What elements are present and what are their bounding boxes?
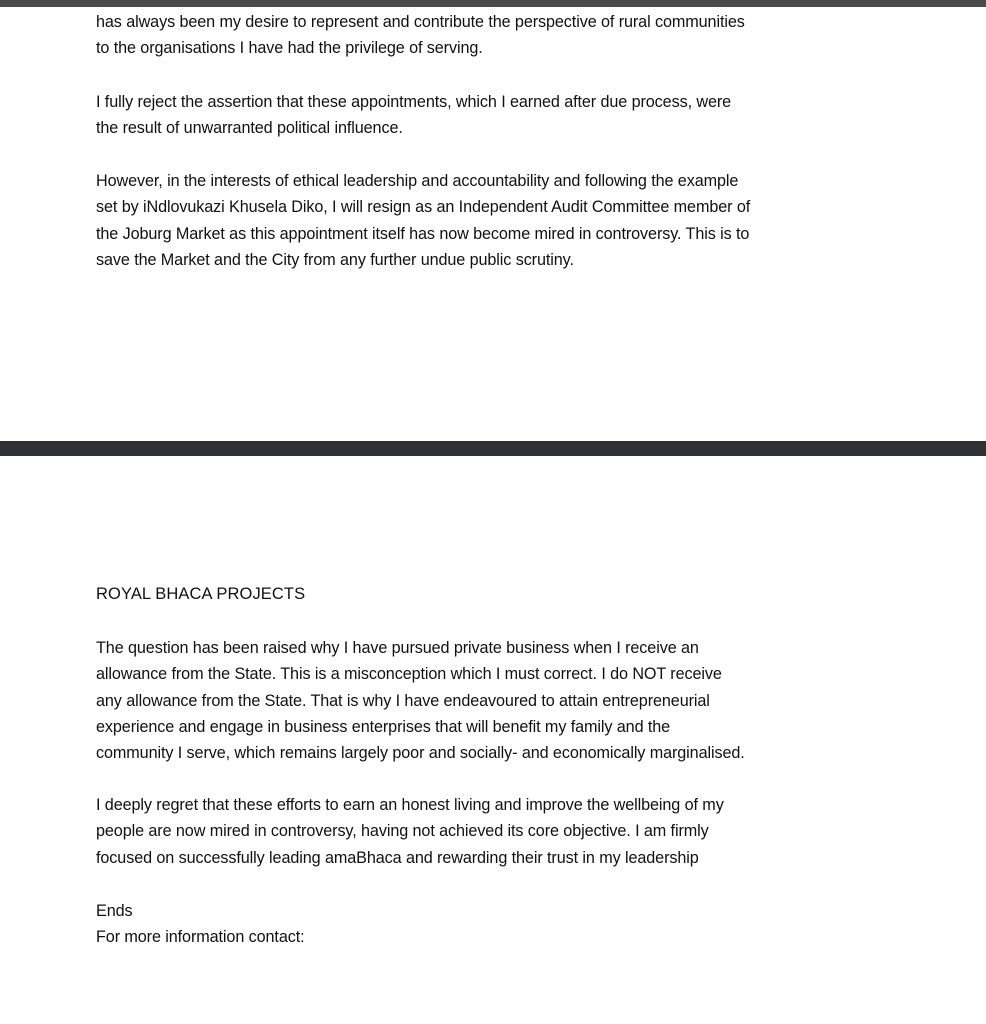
paragraph-regret: I deeply regret that these efforts to earn an honest living and improve the wellbeing of my people are now mired in controversy, having not achieved its core objective. I am firmly focused on successfully leading amaBhaca and rewarding their trust in my leadership xyxy=(96,796,724,867)
ends-label: Ends xyxy=(96,902,133,920)
section-heading: ROYAL BHACA PROJECTS xyxy=(96,585,306,603)
document-page-1 xyxy=(0,7,986,441)
paragraph-rural-communities: has always been my desire to represent and contribute the perspective of rural communities to the organisations I have had the privilege of serving. xyxy=(96,13,745,58)
viewer-top-edge xyxy=(0,0,986,7)
paragraph-private-business: The question has been raised why I have pursued private business when I receive an allowance from the State. This is a misconception which I must correct. I do NOT receive any allowance from the State. That is why I have endeavoured to attain entrepreneurial experience and engage in business enterprises that will benefit my family and the community I serve, which remains largely poor and socially- and economically marginalised. xyxy=(96,639,745,763)
paragraph-reject-assertion: I fully reject the assertion that these appointments, which I earned after due process, were the result of unwarranted political influence. xyxy=(96,93,732,138)
paragraph-resignation: However, in the interests of ethical leadership and accountability and following the example set by iNdlovukazi Khusela Diko, I will resign as an Independent Audit Committee member of the Joburg Market as this appointment itself has now become mired in controversy. This is to save the Market and the City from any further undue public scrutiny. xyxy=(96,172,751,269)
document-page-2 xyxy=(0,456,986,1024)
page-separator xyxy=(0,441,986,456)
contact-label: For more information contact: xyxy=(96,928,305,946)
